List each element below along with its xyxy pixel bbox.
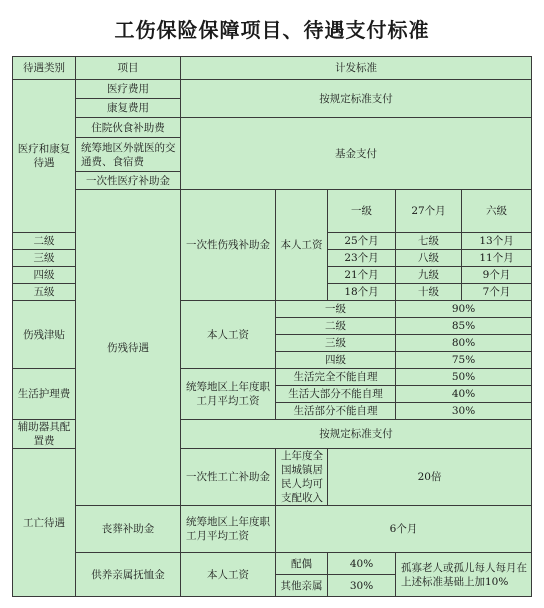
basis-disability-lump-sum: 本人工资 xyxy=(276,190,328,301)
category-medical: 医疗和康复待遇 xyxy=(13,80,76,233)
grade-cell: 十级 xyxy=(396,284,462,301)
months-cell: 25个月 xyxy=(328,233,396,250)
standard-medical-a: 按规定标准支付 xyxy=(181,80,532,118)
item-rehab-cost: 康复费用 xyxy=(76,99,181,118)
months-cell: 21个月 xyxy=(328,267,396,284)
standard-assistive-devices: 按规定标准支付 xyxy=(181,420,532,449)
rate-cell: 90% xyxy=(396,301,532,318)
rate-cell: 50% xyxy=(396,369,532,386)
item-dependent-pension: 供养亲属抚恤金 xyxy=(76,553,181,597)
standard-medical-b: 基金支付 xyxy=(181,118,532,190)
basis-funeral-subsidy: 统筹地区上年度职工月平均工资 xyxy=(181,506,276,553)
rate-cell: 80% xyxy=(396,335,532,352)
months-cell: 9个月 xyxy=(462,267,532,284)
table-header-row xyxy=(13,57,532,80)
months-cell: 13个月 xyxy=(462,233,532,250)
rate-cell: 40% xyxy=(396,386,532,403)
table-row xyxy=(13,190,532,233)
table-row xyxy=(13,118,532,138)
basis-death-lump-sum: 上年度全国城镇居民人均可支配收入 xyxy=(276,449,328,506)
item-disability-lump-sum: 一次性伤残补助金 xyxy=(181,190,276,301)
category-death: 工亡待遇 xyxy=(13,449,76,597)
care-level-cell: 生活大部分不能自理 xyxy=(276,386,396,403)
rate-cell: 75% xyxy=(396,352,532,369)
standard-funeral-subsidy: 6个月 xyxy=(276,506,532,553)
rate-cell: 85% xyxy=(396,318,532,335)
basis-disability-allowance: 本人工资 xyxy=(181,301,276,369)
grade-cell: 三级 xyxy=(13,250,76,267)
item-medical-lump-sum: 一次性医疗补助金 xyxy=(76,172,181,190)
benefits-table xyxy=(12,56,532,597)
relation-spouse: 配偶 xyxy=(276,553,328,575)
table-row xyxy=(13,80,532,99)
header-standard: 计发标准 xyxy=(181,57,532,80)
rate-other: 30% xyxy=(328,575,396,597)
item-nursing-fee: 生活护理费 xyxy=(13,369,76,420)
grade-cell: 六级 xyxy=(462,190,532,233)
item-funeral-subsidy: 丧葬补助金 xyxy=(76,506,181,553)
grade-cell: 一级 xyxy=(328,190,396,233)
basis-nursing-fee: 统筹地区上年度职工月平均工资 xyxy=(181,369,276,420)
grade-cell: 一级 xyxy=(276,301,396,318)
item-death-lump-sum: 一次性工亡补助金 xyxy=(181,449,276,506)
category-disability: 伤残待遇 xyxy=(76,190,181,506)
rate-cell: 30% xyxy=(396,403,532,420)
dependent-note: 孤寡老人或孤儿每人每月在上述标准基础上加10% xyxy=(396,553,532,597)
grade-cell: 五级 xyxy=(13,284,76,301)
grade-cell: 四级 xyxy=(276,352,396,369)
months-cell: 7个月 xyxy=(462,284,532,301)
care-level-cell: 生活部分不能自理 xyxy=(276,403,396,420)
item-disability-allowance: 伤残津贴 xyxy=(13,301,76,369)
basis-dependent-pension: 本人工资 xyxy=(181,553,276,597)
table-row xyxy=(13,553,532,575)
months-cell: 11个月 xyxy=(462,250,532,267)
rate-spouse: 40% xyxy=(328,553,396,575)
months-cell: 27个月 xyxy=(396,190,462,233)
grade-cell: 四级 xyxy=(13,267,76,284)
grade-cell: 二级 xyxy=(276,318,396,335)
item-assistive-devices: 辅助器具配置费 xyxy=(13,420,76,449)
page-title: 工伤保险保障项目、待遇支付标准 xyxy=(114,18,430,42)
item-meal-subsidy: 住院伙食补助费 xyxy=(76,118,181,138)
grade-cell: 九级 xyxy=(396,267,462,284)
relation-other: 其他亲属 xyxy=(276,575,328,597)
item-medical-cost: 医疗费用 xyxy=(76,80,181,99)
grade-cell: 八级 xyxy=(396,250,462,267)
standard-death-lump-sum: 20倍 xyxy=(328,449,532,506)
grade-cell: 二级 xyxy=(13,233,76,250)
table-row xyxy=(13,506,532,553)
care-level-cell: 生活完全不能自理 xyxy=(276,369,396,386)
header-category: 待遇类别 xyxy=(13,57,76,80)
months-cell: 18个月 xyxy=(328,284,396,301)
grade-cell: 七级 xyxy=(396,233,462,250)
grade-cell: 三级 xyxy=(276,335,396,352)
item-travel-expense: 统筹地区外就医的交通费、食宿费 xyxy=(76,138,181,172)
months-cell: 23个月 xyxy=(328,250,396,267)
header-item: 项目 xyxy=(76,57,181,80)
